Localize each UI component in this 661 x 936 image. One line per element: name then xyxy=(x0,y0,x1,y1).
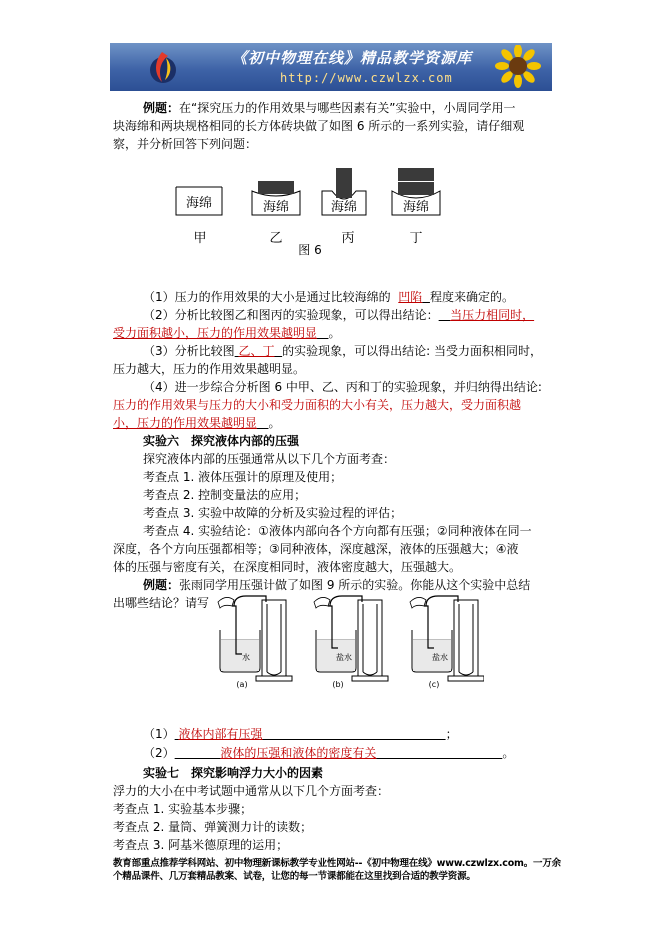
sponge-label: 海绵 xyxy=(330,200,358,215)
figure-6-caption: 图 6 xyxy=(298,243,322,257)
banner-title: 《初中物理在线》精品教学资源库 xyxy=(232,49,473,67)
sublabel-b: (b) xyxy=(332,680,344,689)
answer-line-2: （2） 液体的压强和液体的密度有关 。 xyxy=(143,746,515,760)
exp7-point-3: 考查点 3. 阿基米德原理的运用； xyxy=(113,838,289,852)
pressure-gauge-b xyxy=(314,596,388,689)
pressure-gauge-c xyxy=(410,596,484,689)
exp6-point-4-cont1: 深度，各个方向压强都相等；③同种液体，深度越深，液体的压强越大；④液 xyxy=(113,542,519,556)
example-label: 例题： xyxy=(143,101,180,115)
example2-line2: 出哪些结论？请写 xyxy=(113,596,210,610)
exp6-point-4-cont2: 体的压强与密度有关，在深度相同时，液体密度越大，压强越大。 xyxy=(113,560,462,574)
example1-line2: 块海绵和两块规格相同的长方体砖块做了如图 6 所示的一系列实验，请仔细观 xyxy=(113,119,525,133)
pressure-gauge-a xyxy=(218,596,292,689)
experiment-6-intro: 探究液体内部的压强通常从以下几个方面考查： xyxy=(143,452,396,466)
figure-9 xyxy=(212,588,484,692)
experiment-6-heading: 实验六 探究液体内部的压强 xyxy=(143,434,300,448)
header-banner xyxy=(110,43,552,91)
example2-line1: 例题：张雨同学用压强计做了如图 9 所示的实验。你能从这个实验中总结 xyxy=(143,578,531,592)
exp7-point-2: 考查点 2. 量筒、弹簧测力计的读数； xyxy=(113,820,313,834)
figure-6 xyxy=(170,167,470,262)
footer-line-2: 个精品课件、几万套精品教案、试卷，让您的每一节课都能在这里找到合适的教学资源。 xyxy=(113,871,476,882)
exp6-point-2: 考查点 2. 控制变量法的应用； xyxy=(143,488,307,502)
sublabel-a: (a) xyxy=(236,680,248,689)
question-2-cont: 受力面积越小，压力的作用效果越明显 。 xyxy=(113,326,341,340)
sublabel-c: (c) xyxy=(428,680,440,689)
label-ding: 丁 xyxy=(409,231,423,246)
example1-line3: 察，并分析回答下列问题： xyxy=(113,137,258,151)
label-jia: 甲 xyxy=(193,231,207,246)
question-1: （1）压力的作用效果的大小是通过比较海绵的 凹陷 程度来确定的。 xyxy=(143,290,514,304)
answer-4b-line: 小，压力的作用效果越明显 。 xyxy=(113,416,281,430)
answer-4a: 压力的作用效果与压力的大小和受力面积的大小有关，压力越大，受力面积越 xyxy=(113,398,522,412)
liquid-label-a: 水 xyxy=(242,653,250,662)
label-bing: 丙 xyxy=(341,231,355,246)
banner-url[interactable]: http://www.czwlzx.com xyxy=(280,71,453,85)
answer-3: 乙、丁 xyxy=(238,344,275,358)
experiment-7-intro: 浮力的大小在中考试题中通常从以下几个方面考查： xyxy=(113,784,390,798)
sponge-label: 海绵 xyxy=(262,200,290,215)
sunflower-icon xyxy=(488,45,544,89)
example1-line1: 例题：在“探究压力的作用效果与哪些因素有关”实验中，小周同学用一 xyxy=(143,101,516,115)
exp6-point-4: 考查点 4. 实验结论：①液体内部向各个方向都有压强；②同种液体在同一 xyxy=(143,524,532,538)
question-2: （2）分析比较图乙和图丙的实验现象，可以得出结论： 当压力相同时， xyxy=(143,308,535,322)
question-4: （4）进一步综合分析图 6 中甲、乙、丙和丁的实验现象，并归纳得出结论: xyxy=(143,380,542,394)
label-yi: 乙 xyxy=(269,231,283,246)
conclusion-2: 液体的压强和液体的密度有关 xyxy=(220,746,377,760)
answer-line-1: （1） 液体内部有压强 ； xyxy=(143,727,458,741)
experiment-7-heading: 实验七 探究影响浮力大小的因素 xyxy=(143,766,324,780)
sponge-bing xyxy=(322,168,366,215)
footer-line-1: 教育部重点推荐学科网站、初中物理新课标教学专业性网站--《初中物理在线》www.czwlzx.com。一万余 xyxy=(113,858,561,869)
sponge-label: 海绵 xyxy=(402,200,430,215)
liquid-label-b: 盐水 xyxy=(336,653,352,662)
sponge-ding xyxy=(392,168,440,215)
exp6-point-1: 考查点 1. 液体压强计的原理及使用； xyxy=(143,470,343,484)
answer-4b: 小，压力的作用效果越明显 xyxy=(113,416,258,430)
sponge-jia xyxy=(176,187,222,215)
sponge-label: 海绵 xyxy=(185,196,213,211)
exp7-point-1: 考查点 1. 实验基本步骤； xyxy=(113,802,253,816)
question-3-cont: 压力越大，压力的作用效果越明显。 xyxy=(113,362,306,376)
question-3: （3）分析比较图 乙、丁 的实验现象，可以得出结论: 当受力面积相同时， xyxy=(143,344,542,358)
answer-2b: 受力面积越小，压力的作用效果越明显 xyxy=(113,326,318,340)
sponge-yi xyxy=(252,181,300,215)
answer-2a: 当压力相同时， xyxy=(450,308,535,322)
answer-1: 凹陷 xyxy=(398,290,423,304)
conclusion-1: 液体内部有压强 xyxy=(178,727,263,741)
example-label: 例题： xyxy=(143,578,180,592)
liquid-label-c: 盐水 xyxy=(432,653,448,662)
exp6-point-3: 考查点 3. 实验中故障的分析及实验过程的评估； xyxy=(143,506,403,520)
logo-icon xyxy=(148,48,178,86)
